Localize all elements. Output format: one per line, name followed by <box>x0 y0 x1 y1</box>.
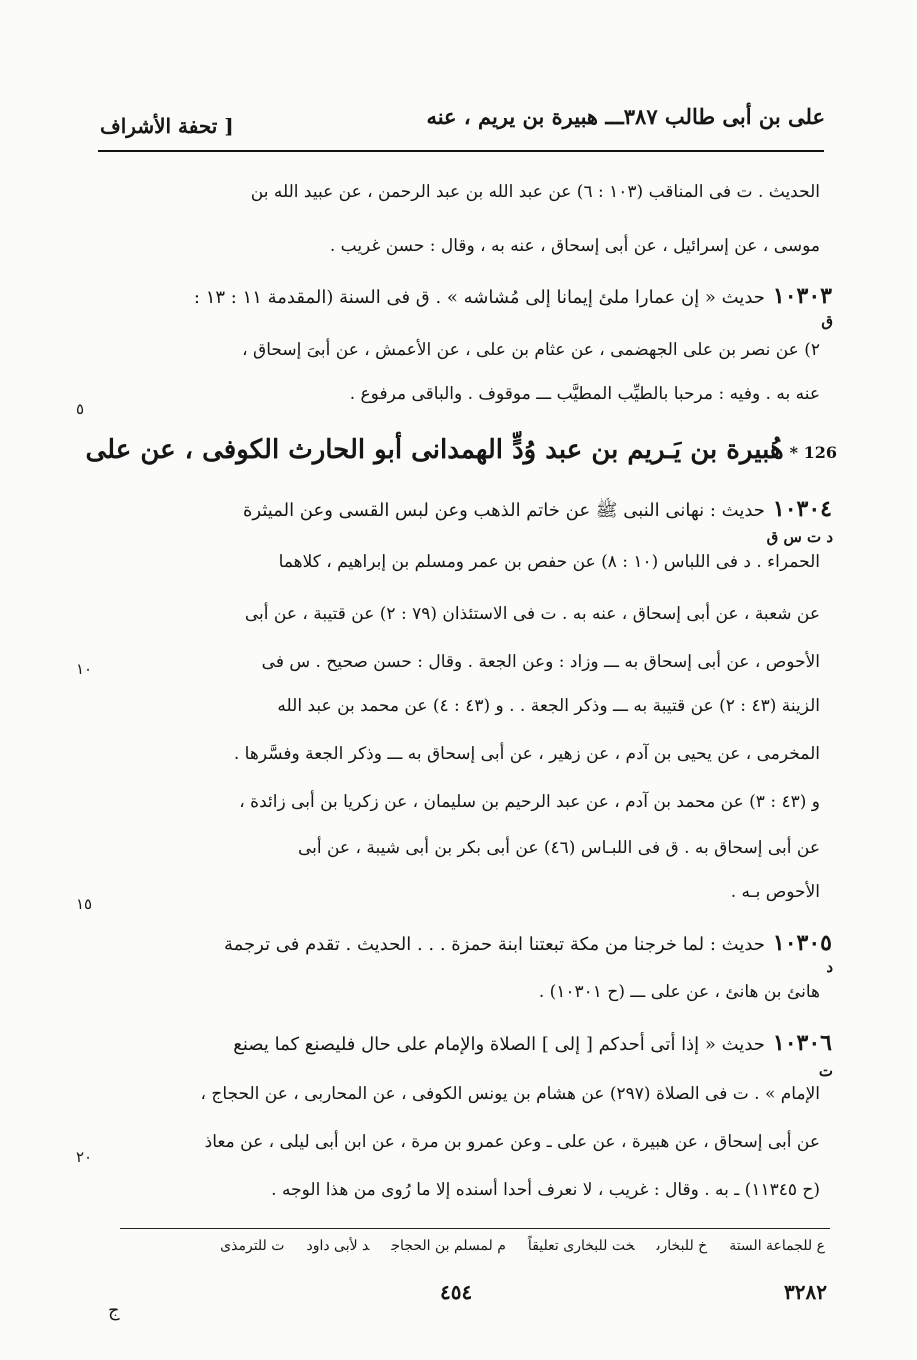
hadith-number: ١٠٣٠٥ <box>772 930 832 956</box>
text-line: الزينة (٤٣ : ٢) عن قتيبة به ـــ وذكر الجعة . . و (٤٣ : ٤) عن محمد بن عبد الله <box>277 696 820 716</box>
abbr-item: ع للجماعة الستة <box>729 1238 825 1254</box>
footer-rule <box>120 1228 830 1229</box>
margin-line-number: ١٥ <box>76 895 93 913</box>
margin-line-number: ٢٠ <box>76 1148 93 1166</box>
hadith-10303 <box>194 283 832 309</box>
abbr-item: د لأبى داود <box>306 1238 370 1254</box>
entry-marker: 126 * <box>789 443 837 462</box>
page-number: ٤٥٤ <box>440 1280 473 1304</box>
text-line: و (٤٣ : ٣) عن محمد بن آدم ، عن عبد الرحيم بن سليمان ، عن زكريا بن أبى زائدة ، <box>239 792 820 812</box>
text-line: (ح ١١٣٤٥) ـ به . وقال : غريب ، لا نعرف أحدا أسنده إلا ما رُوى من هذا الوجه . <box>271 1180 820 1200</box>
abbr-item: م لمسلم بن الحجاج <box>391 1238 506 1254</box>
running-header-title: على بن أبى طالب ٣٨٧ـــ هبيرة بن يريم ، عنه <box>426 104 825 129</box>
entry-title: هُبيرة بن يَـريم بن عبد وُدٍّ الهمدانى أبو الحارث الكوفى ، عن على <box>85 435 784 465</box>
text-line: حديث : لما خرجنا من مكة تبعتنا ابنة حمزة . . . الحديث . تقدم فى ترجمة <box>223 934 765 955</box>
text-line: هانئ بن هانئ ، عن على ـــ (ح ١٠٣٠١) . <box>538 982 820 1002</box>
abbr-item: ت للترمذى <box>220 1238 285 1254</box>
hadith-number: ١٠٣٠٦ <box>772 1030 832 1056</box>
margin-line-number: ١٠ <box>76 660 93 678</box>
page-code: ٣٢٨٢ <box>784 1280 827 1304</box>
text-line: موسى ، عن إسرائيل ، عن أبى إسحاق ، عنه به ، وقال : حسن غريب . <box>329 236 820 256</box>
text-line: الأحوص ، عن أبى إسحاق به ـــ وزاد : وعن الجعة . وقال : حسن صحيح . س فى <box>261 652 820 672</box>
text-line: الحديث . ت فى المناقب (١٠٣ : ٦) عن عبد الله بن عبد الرحمن ، عن عبيد الله بن <box>250 182 820 202</box>
header-rule <box>98 150 824 152</box>
hadith-10305 <box>224 930 832 956</box>
text-line: حديث « إن عمارا ملئ إيمانا إلى مُشاشه » . ق فى السنة (المقدمة ١١ : ١٣ : <box>193 287 765 308</box>
running-header-book: [ تحفة الأشراف <box>100 114 234 138</box>
text-line: الحمراء . د فى اللباس (١٠ : ٨) عن حفص بن عمر ومسلم بن إبراهيم ، كلاهما <box>278 552 820 572</box>
margin-line-number: ٥ <box>76 400 85 418</box>
hadith-10306 <box>233 1030 832 1056</box>
hadith-siglum: د <box>826 958 833 976</box>
hadith-siglum: د ت س ق <box>766 528 833 546</box>
text-line: المخرمى ، عن يحيى بن آدم ، عن زهير ، عن أبى إسحاق به ـــ وذكر الجعة وفسَّرها . <box>233 744 820 764</box>
hadith-10304 <box>243 496 832 525</box>
text-line: الأحوص بـه . <box>730 882 820 902</box>
hadith-number: ١٠٣٠٤ <box>772 496 832 522</box>
abbr-item: خ للبخارى <box>656 1238 708 1254</box>
text-line: عن شعبة ، عن أبى إسحاق ، عنه به . ت فى الاستئذان (٧٩ : ٢) عن قتيبة ، عن أبى <box>244 604 820 624</box>
text-line: عن أبى إسحاق به . ق فى اللبـاس (٤٦) عن أبى بكر بن أبى شيبة ، عن أبى <box>297 838 820 858</box>
footer-abbreviations <box>198 1238 825 1254</box>
text-line: الإمام » . ت فى الصلاة (٢٩٧) عن هشام بن يونس الكوفى ، عن المحاربى ، عن الحجاج ، <box>200 1084 820 1104</box>
text-line: ٢) عن نصر بن على الجهضمى ، عن عثام بن على ، عن الأعمش ، عن أبىَ إسحاق ، <box>242 340 820 360</box>
abbr-item: خت للبخارى تعليقاً <box>527 1238 635 1254</box>
text-line: حديث : نهانى النبى ﷺ عن خاتم الذهب وعن لبس القسى وعن الميثرة <box>242 500 765 521</box>
hadith-siglum: ق <box>821 312 833 330</box>
hadith-number: ١٠٣٠٣ <box>772 283 832 309</box>
text-line: عن أبى إسحاق ، عن هبيرة ، عن على ـ وعن عمرو بن مرة ، عن ابن أبى ليلى ، عن معاذ <box>204 1132 820 1152</box>
text-line: عنه به . وفيه : مرحبا بالطيِّب المطيَّب ـــ موقوف . والباقى مرفوع . <box>349 384 820 404</box>
entry-heading <box>85 435 837 465</box>
hadith-siglum: ت <box>818 1062 833 1080</box>
signature-mark: ج <box>108 1300 120 1321</box>
text-line: حديث « إذا أتى أحدكم [ إلى ] الصلاة والإمام على حال فليصنع كما يصنع <box>233 1034 765 1055</box>
